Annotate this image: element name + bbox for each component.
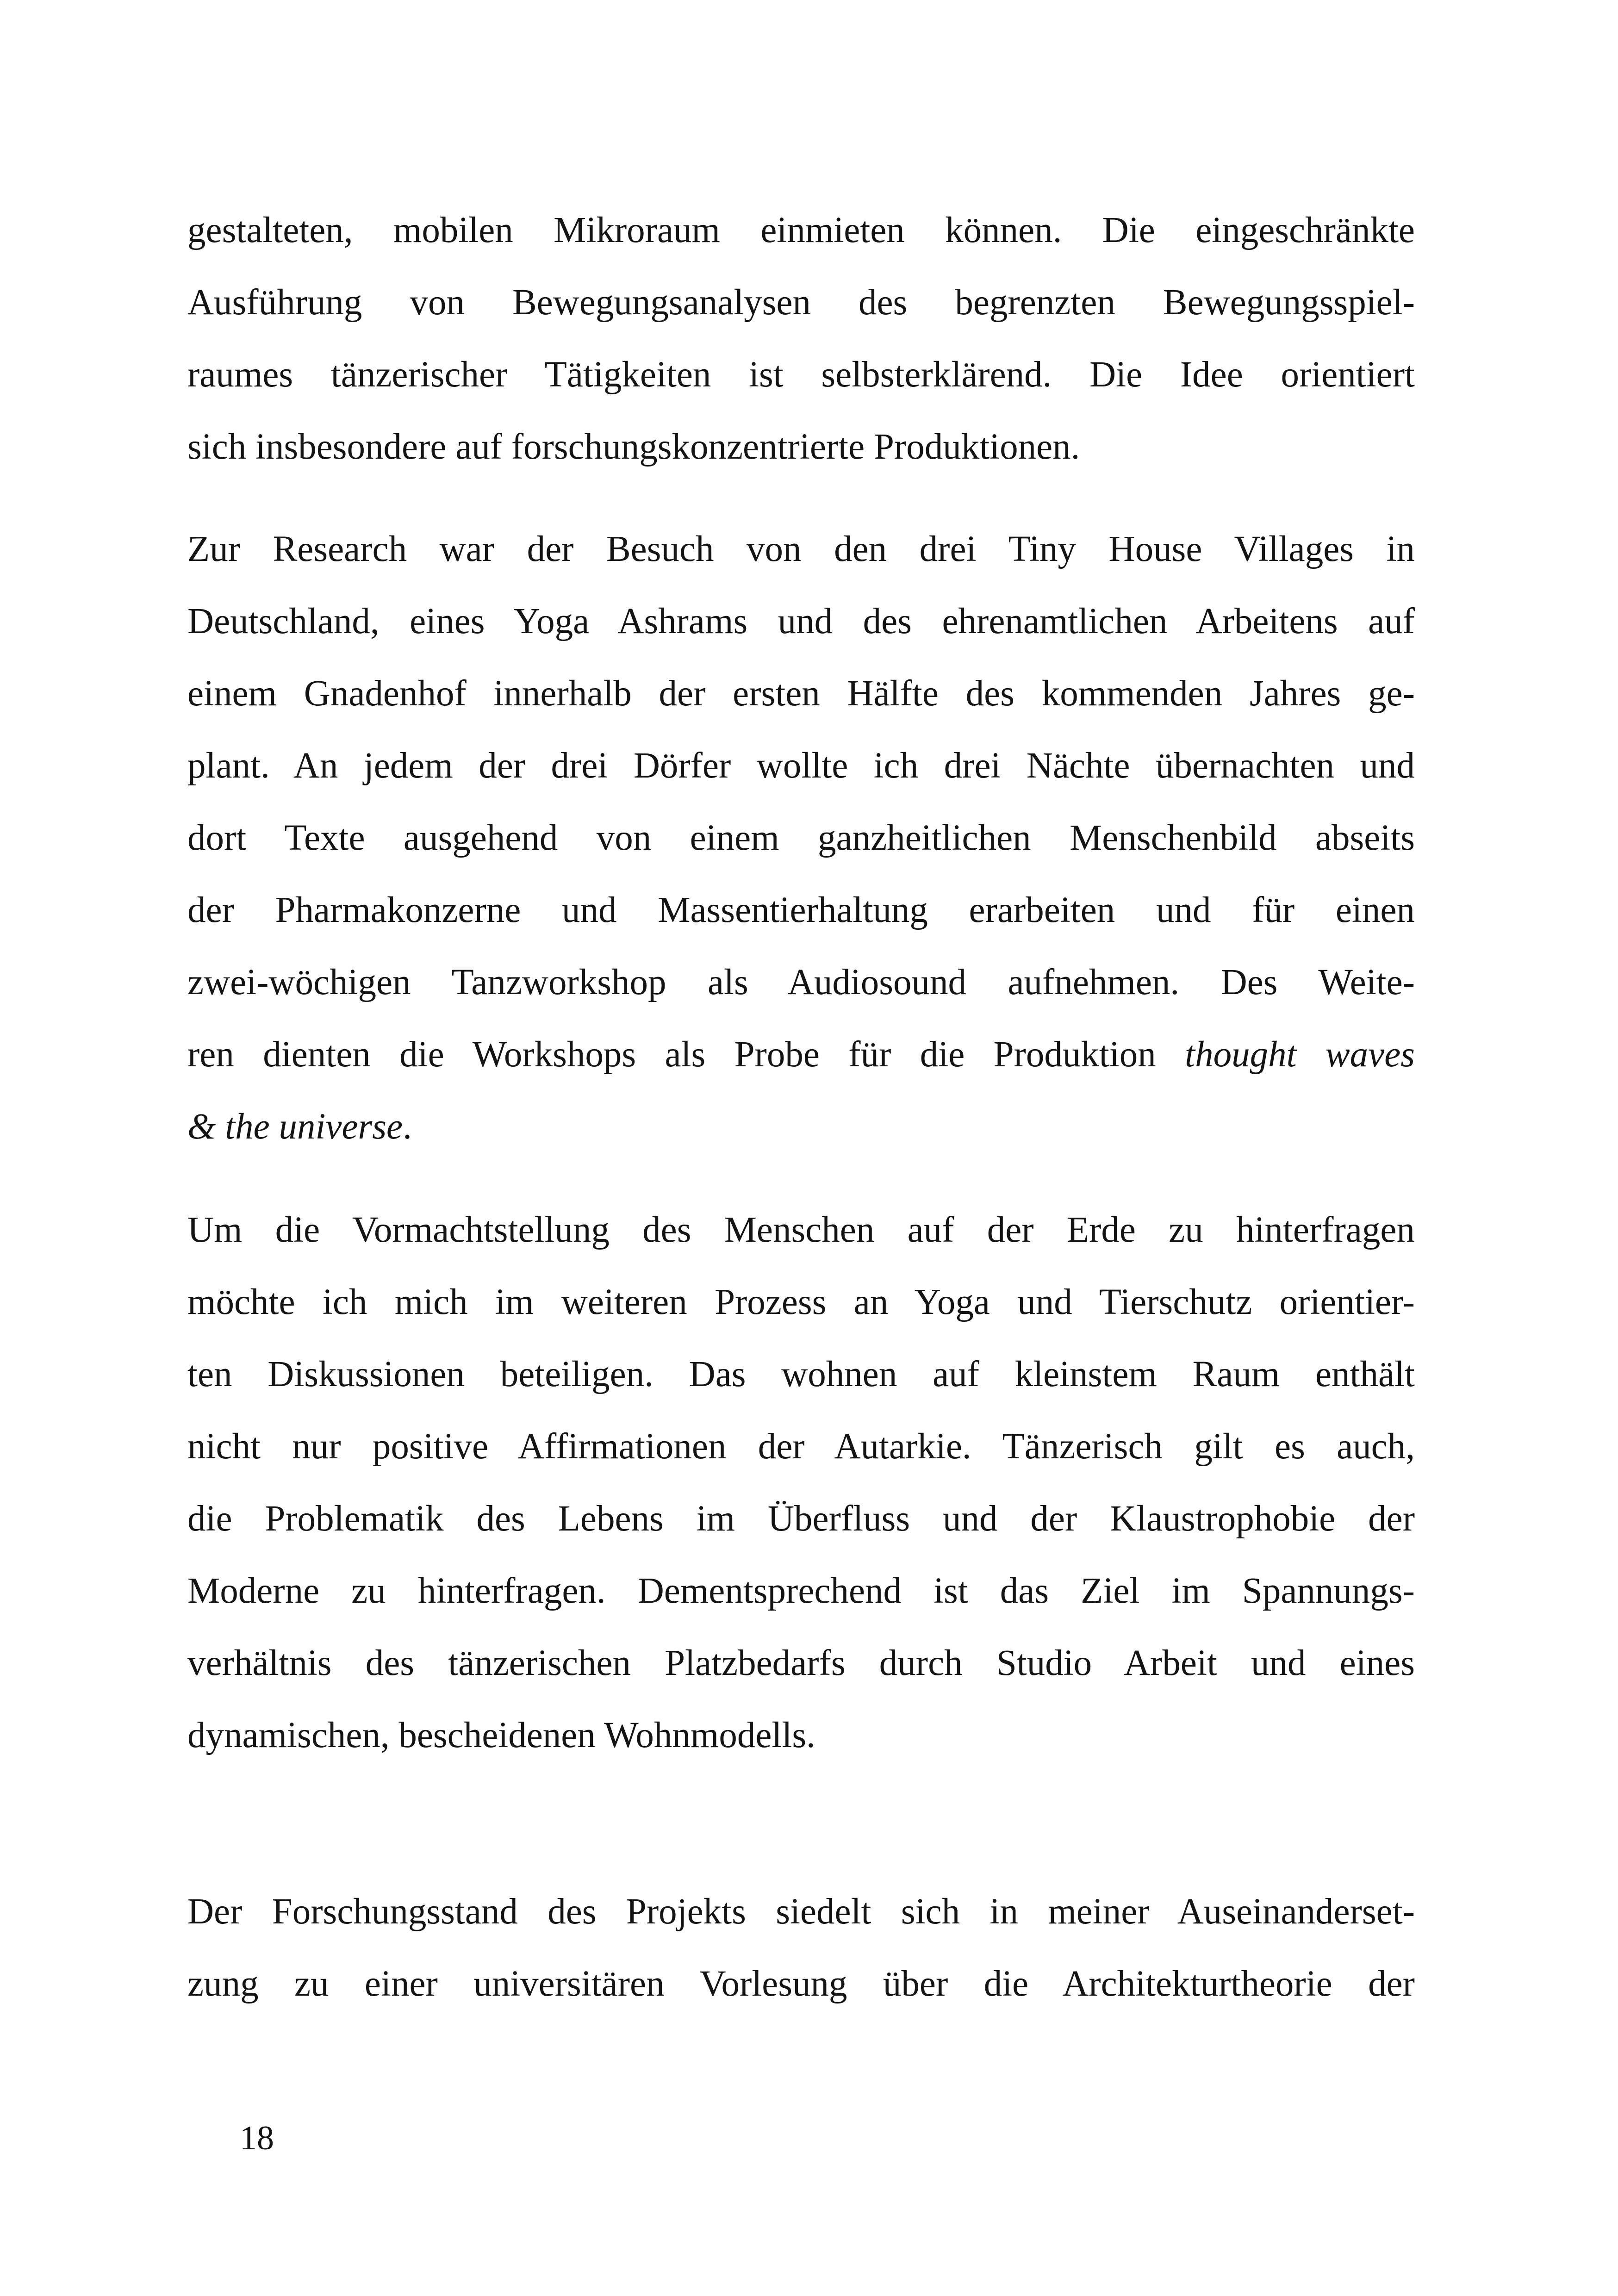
text-line: plant. An jedem der drei Dörfer wollte ich drei Nächte übernachten und (187, 746, 1415, 786)
text-line: Deutschland, eines Yoga Ashrams und des ehrenamtlichen Arbeitens auf (187, 601, 1415, 641)
text-line: dynamischen, bescheidenen Wohnmodells. (187, 1715, 815, 1755)
text-line (187, 1032, 1415, 1078)
text-line: Der Forschungsstand des Projekts siedelt sich in meiner Auseinanderset- (187, 1892, 1415, 1932)
page-number: 18 (240, 2119, 274, 2157)
text-line: zwei-wöchigen Tanzworkshop als Audiosound aufnehmen. Des Weite- (187, 962, 1415, 1002)
text-line: verhältnis des tänzerischen Platzbedarfs durch Studio Arbeit und eines (187, 1643, 1415, 1683)
text-line: gestalteten, mobilen Mikroraum einmieten können. Die eingeschränkte (187, 210, 1415, 250)
text-line: der Pharmakonzerne und Massentierhaltung erarbeiten und für einen (187, 890, 1415, 930)
text-line: dort Texte ausgehend von einem ganzheitlichen Menschenbild abseits (187, 818, 1415, 858)
text-line: nicht nur positive Affirmationen der Autarkie. Tänzerisch gilt es auch, (187, 1426, 1415, 1467)
italic-title: thought waves (1185, 1034, 1415, 1075)
text-line: zung zu einer universitären Vorlesung über die Architekturtheorie der (187, 1964, 1415, 2004)
text-line (187, 1104, 1415, 1150)
text-line-punctuation: . (403, 1107, 412, 1147)
text-line: einem Gnadenhof innerhalb der ersten Hälfte des kommenden Jahres ge- (187, 673, 1415, 714)
italic-title: & the universe (187, 1107, 403, 1147)
text-line: raumes tänzerischer Tätigkeiten ist selbsterklärend. Die Idee orientiert (187, 355, 1415, 395)
text-line: sich insbesondere auf forschungskonzentrierte Produktionen. (187, 427, 1080, 467)
text-line: Ausführung von Bewegungsanalysen des begrenzten Bewegungsspiel- (187, 282, 1415, 323)
text-line: ten Diskussionen beteiligen. Das wohnen auf kleinstem Raum enthält (187, 1354, 1415, 1394)
text-line: Um die Vormachtstellung des Menschen auf der Erde zu hinterfragen (187, 1210, 1415, 1250)
text-line: Zur Research war der Besuch von den drei Tiny House Villages in (187, 529, 1415, 569)
text-line-regular: ren dienten die Workshops als Probe für die Produktion (187, 1034, 1156, 1075)
text-line: die Problematik des Lebens im Überfluss und der Klaustrophobie der (187, 1499, 1415, 1539)
text-line: Moderne zu hinterfragen. Dementsprechend ist das Ziel im Spannungs- (187, 1571, 1415, 1611)
text-line: möchte ich mich im weiteren Prozess an Yoga und Tierschutz orientier- (187, 1282, 1415, 1322)
